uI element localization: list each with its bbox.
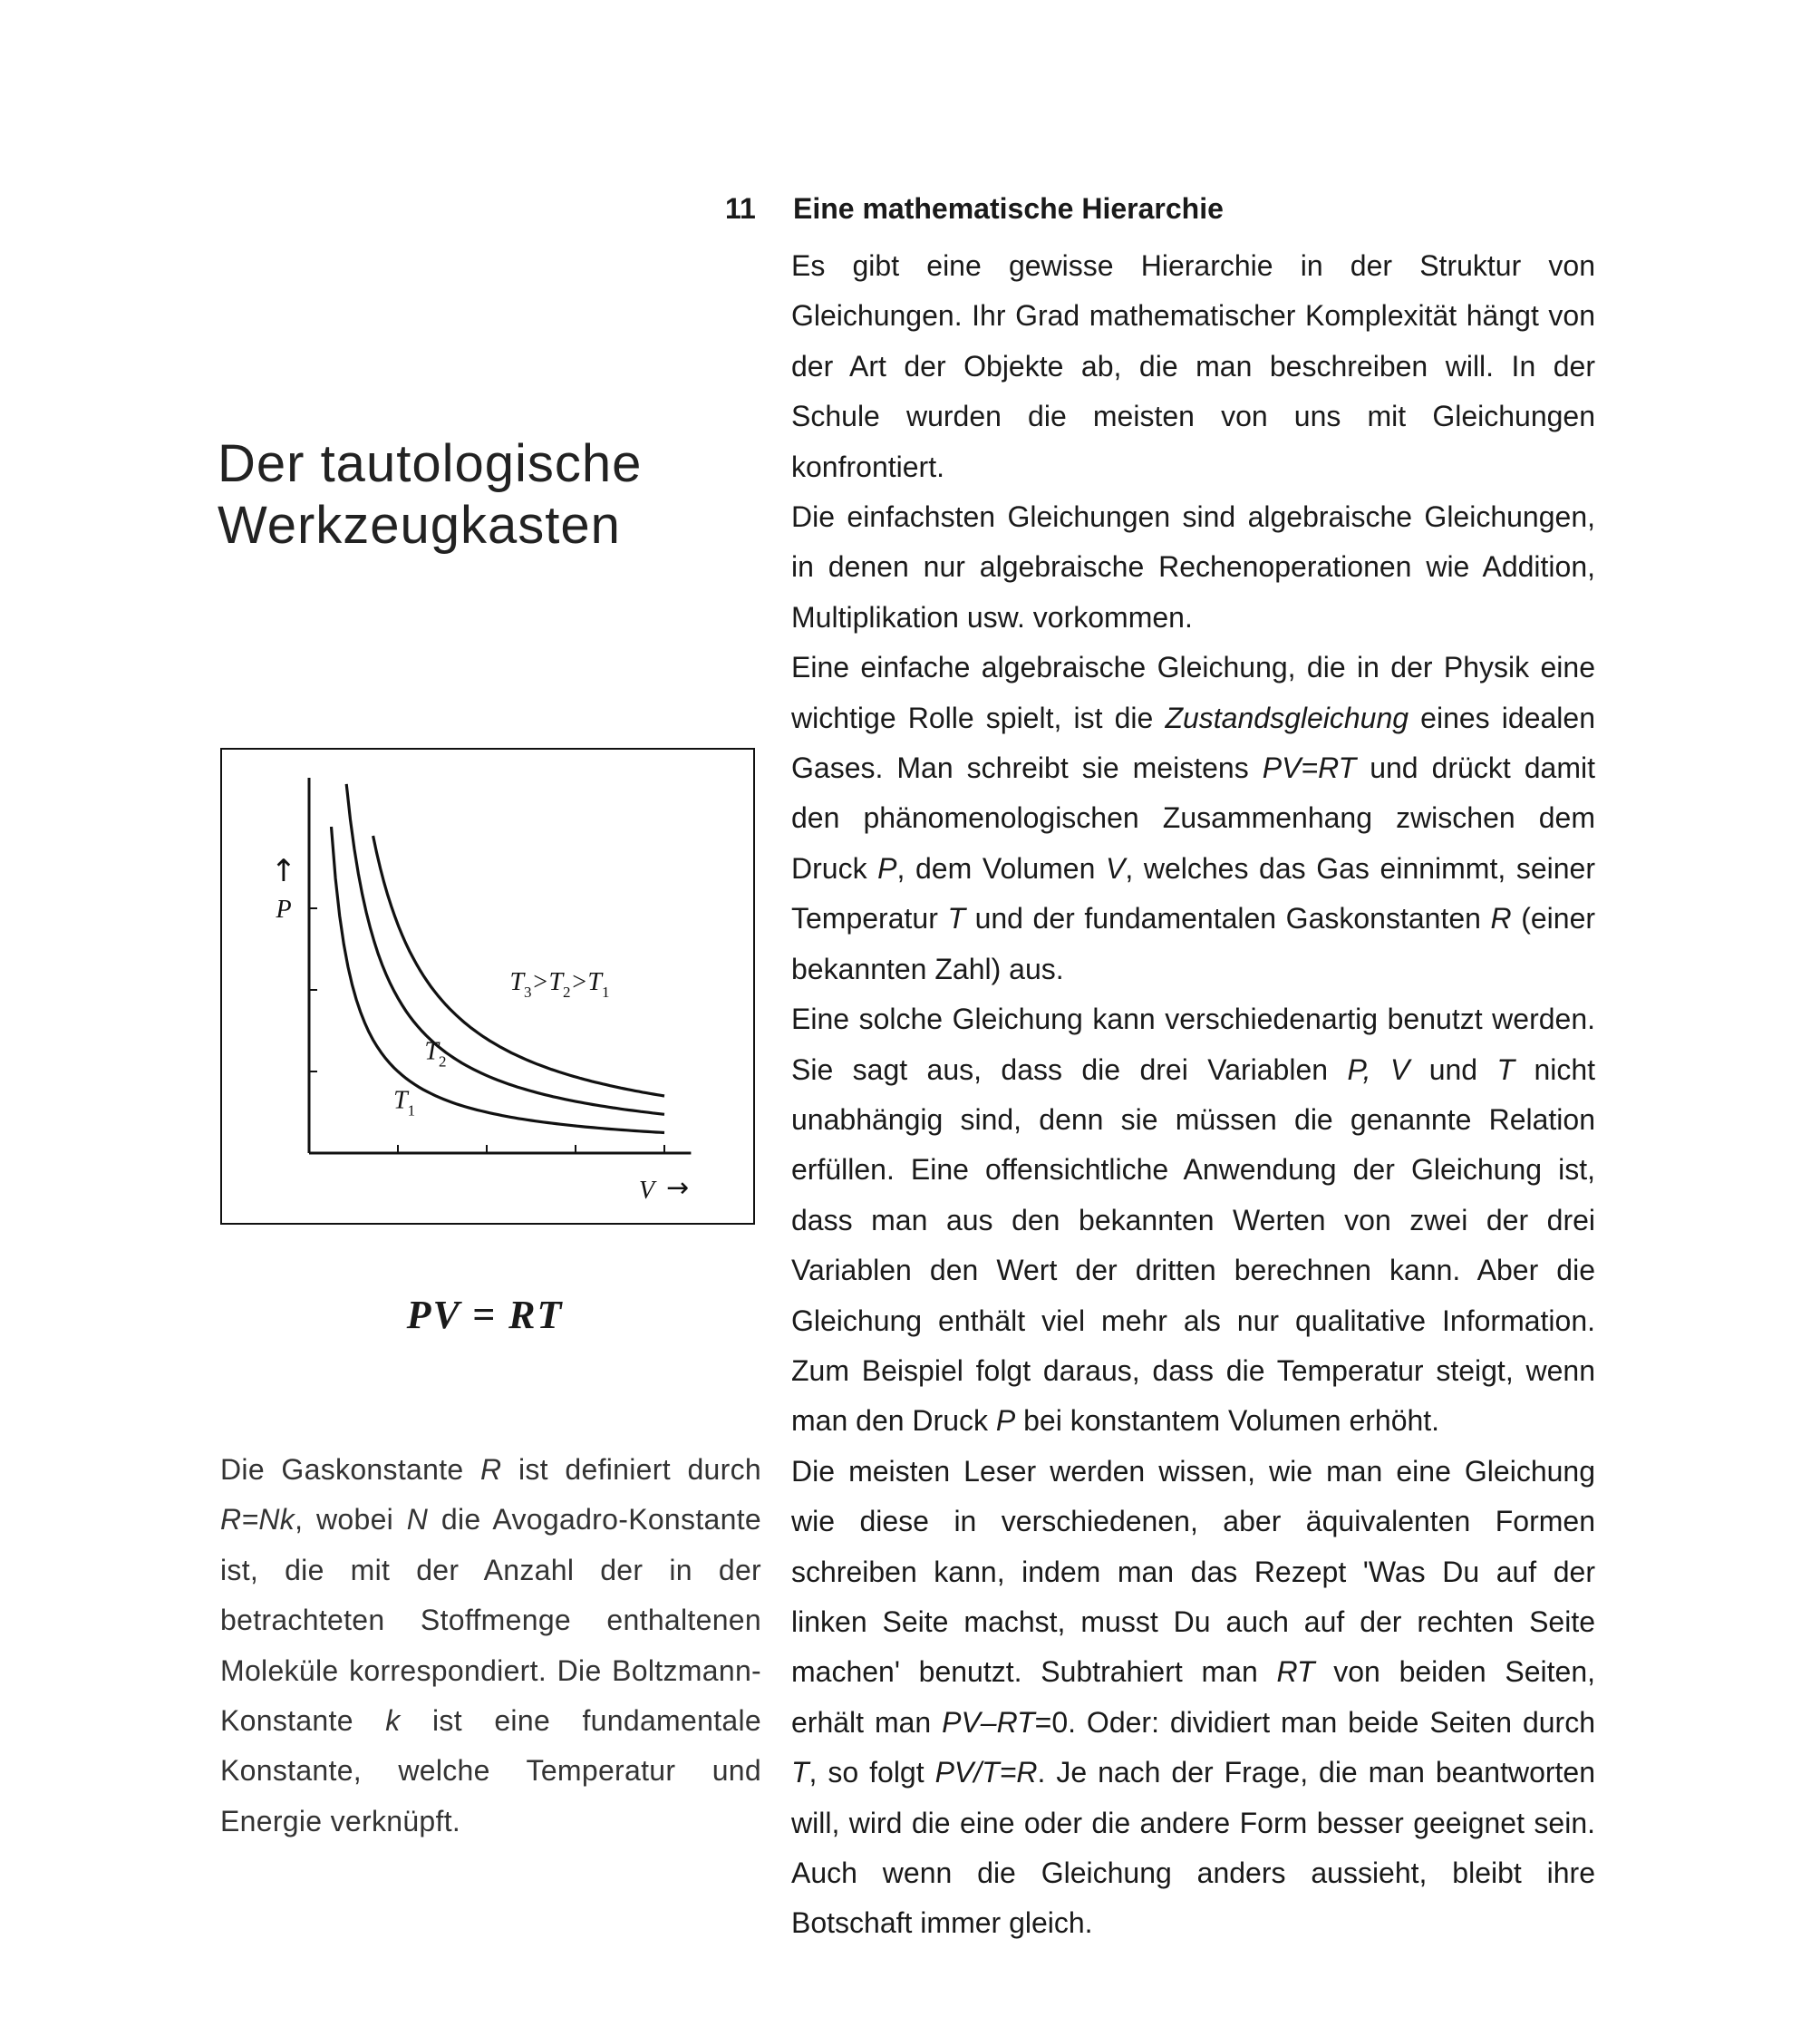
section-title: Eine mathematische Hierarchie [793, 192, 1224, 225]
chapter-title [218, 433, 725, 557]
temperature-order-part: 2 [563, 984, 571, 1001]
temperature-order-part: 3 [524, 984, 532, 1001]
pv-diagram-figure [220, 748, 755, 1225]
pv-isotherm-chart [222, 750, 753, 1223]
paragraph-1: Es gibt eine gewisse Hierarchie in der Struktur von Gleichungen. Ihr Grad mathematischer Komplexität hängt von der Art der Objekte ab, die man beschreiben will. In der Schule wurden die meisten von uns mit Gleichungen konfrontiert. [791, 249, 1595, 483]
chapter-title-line-2: Werkzeugkasten [218, 496, 621, 555]
temperature-order-part: T [509, 968, 525, 996]
paragraph-4: Eine solche Gleichung kann verschiedenartig benutzt werden. Sie sagt aus, dass die drei Variablen P, V und T nicht unabhängig sind, denn sie müssen die genannte Relation erfüllen. Eine offensichtliche Anwendung der Gleichung ist, dass man aus den bekannten Werten von zwei der drei Variablen den Wert der dritten berechnen kann. Aber die Gleichung enthält viel mehr als nur qualitative Information. Zum Beispiel folgt daraus, dass die Temperatur steigt, wenn man den Druck P bei konstantem Volumen erhöht. [791, 1003, 1596, 1438]
sidebar-note [220, 1445, 761, 1847]
gas-equation: PV = RT [406, 1293, 564, 1337]
temperature-order-part: >T [531, 968, 564, 996]
body-text [791, 241, 1595, 1949]
curve-label-subscript: 1 [407, 1101, 416, 1120]
curve-label-T2: $T_2$ [424, 1037, 447, 1071]
sidebar-paragraph: Die Gaskonstante R ist definiert durch R=Nk, wobei N die Avogadro-Konstante ist, die mit der Anzahl der in der betrachteten Stoffmenge enthaltenen Moleküle korrespondiert. Die Boltzmann-Konstante k ist eine fundamentale Konstante, welche Temperatur und Energie verknüpft. [220, 1453, 762, 1837]
paragraph-2: Die einfachsten Gleichungen sind algebraische Gleichungen, in denen nur algebraische Rechenoperationen wie Addition, Multiplikation usw. vorkommen. [791, 500, 1595, 634]
curve-label-T1: $T_1$ [393, 1086, 416, 1120]
curve-label-subscript: 2 [438, 1052, 447, 1071]
chapter-title-line-1: Der tautologische [218, 434, 643, 493]
paragraph-3: Eine einfache algebraische Gleichung, die in der Physik eine wichtige Rolle spielt, ist die Zustandsgleichung eines idealen Gases. Man schreibt sie meistens PV=RT und drückt damit den phänomenologischen Zusammenhang zwischen dem Druck P, dem Volumen V, welches das Gas einnimmt, seiner Temperatur T und der fundamentalen Gaskonstanten R (einer bekannten Zahl) aus. [791, 651, 1596, 985]
x-axis-arrow: → [666, 1172, 690, 1204]
paragraph-5: Die meisten Leser werden wissen, wie man eine Gleichung wie diese in verschiedenen, aber äquivalenten Formen schreiben kann, indem man das Rezept 'Was Du auf der linken Seite machst, musst Du auch auf der rechten Seite machen' benutzt. Subtrahiert man RT von beiden Seiten, erhält man PV–RT=0. Oder: dividiert man beide Seiten durch T, so folgt PV/T=R. Je nach der Frage, die man beantworten will, wird die eine oder die andere Form besser geeignet sein. Auch wenn die Gleichung anders aussieht, bleibt ihre Botschaft immer gleich. [791, 1454, 1596, 1940]
x-axis-label: V [638, 1177, 654, 1205]
isotherm-curve-T3 [373, 836, 664, 1096]
isotherm-curve-T2 [346, 784, 664, 1114]
temperature-order-label [509, 968, 609, 1001]
section-number: 11 [725, 192, 756, 225]
y-axis-label: P [276, 896, 292, 924]
temperature-order-part: 1 [601, 984, 610, 1001]
temperature-order-part: >T [570, 968, 602, 996]
y-axis-arrow: ↑ [270, 853, 297, 889]
